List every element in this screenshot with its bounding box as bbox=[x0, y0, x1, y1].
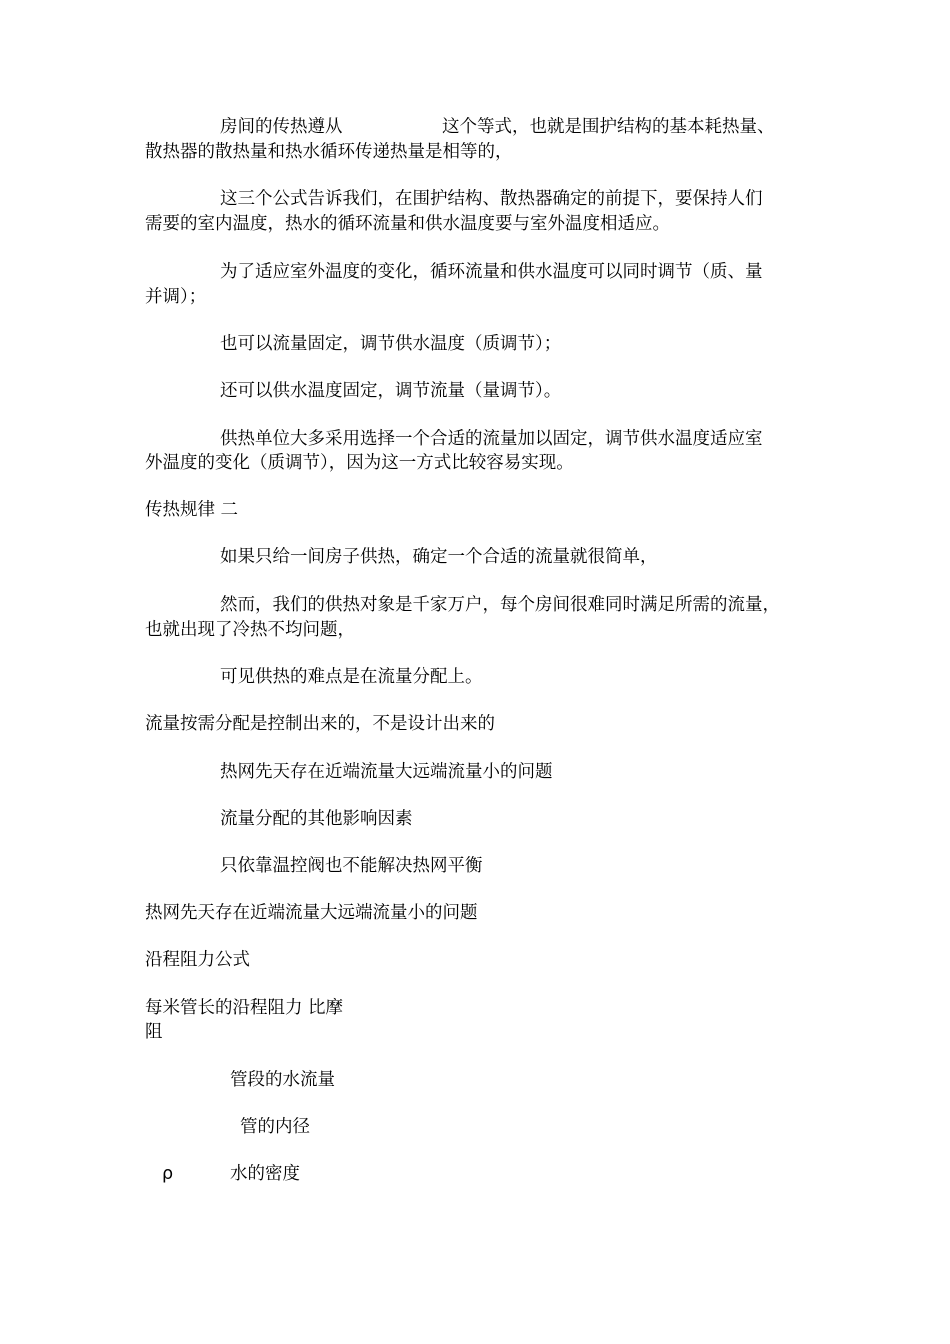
variable-definition: 管的内径 bbox=[240, 1117, 310, 1137]
paragraph-line: 供热单位大多采用选择一个合适的流量加以固定，调节供水温度适应室 bbox=[220, 429, 763, 449]
list-item: 热网先天存在近端流量大远端流量小的问题 bbox=[220, 762, 553, 782]
section-heading: 传热规律 二 bbox=[145, 500, 239, 520]
section-heading: 热网先天存在近端流量大远端流量小的问题 bbox=[145, 903, 478, 923]
paragraph-line: 如果只给一间房子供热，确定一个合适的流量就很简单， bbox=[220, 547, 658, 567]
variable-definition: 每米管长的沿程阻力 比摩 bbox=[145, 998, 344, 1018]
formula-heading: 沿程阻力公式 bbox=[145, 950, 250, 970]
paragraph-line: 房间的传热遵从 bbox=[220, 117, 343, 137]
paragraph-line: 这个等式，也就是围护结构的基本耗热量、 bbox=[442, 117, 775, 137]
paragraph-line: 可见供热的难点是在流量分配上。 bbox=[220, 667, 483, 687]
paragraph-line: 需要的室内温度，热水的循环流量和供水温度要与室外温度相适应。 bbox=[145, 214, 670, 234]
paragraph-line: 并调）； bbox=[145, 287, 207, 307]
paragraph-line: 这三个公式告诉我们，在围护结构、散热器确定的前提下，要保持人们 bbox=[220, 189, 763, 209]
paragraph-line: 还可以供水温度固定，调节流量（量调节）。 bbox=[220, 381, 562, 401]
paragraph-line: 然而，我们的供热对象是千家万户，每个房间很难同时满足所需的流量， bbox=[220, 595, 780, 615]
variable-definition: 管段的水流量 bbox=[230, 1070, 335, 1090]
paragraph-line: 外温度的变化（质调节），因为这一方式比较容易实现。 bbox=[145, 453, 574, 473]
section-heading: 流量按需分配是控制出来的，不是设计出来的 bbox=[145, 714, 495, 734]
variable-definition: 水的密度 bbox=[230, 1164, 300, 1184]
paragraph-line: 也就出现了冷热不均问题， bbox=[145, 620, 355, 640]
paragraph-line: 也可以流量固定，调节供水温度（质调节）； bbox=[220, 334, 562, 354]
paragraph-line: 为了适应室外温度的变化，循环流量和供水温度可以同时调节（质、量 bbox=[220, 262, 763, 282]
variable-definition: 阻 bbox=[145, 1022, 163, 1042]
list-item: 只依靠温控阀也不能解决热网平衡 bbox=[220, 856, 483, 876]
paragraph-line: 散热器的散热量和热水循环传递热量是相等的， bbox=[145, 142, 513, 162]
list-item: 流量分配的其他影响因素 bbox=[220, 809, 413, 829]
rho-symbol: ρ bbox=[162, 1164, 174, 1184]
